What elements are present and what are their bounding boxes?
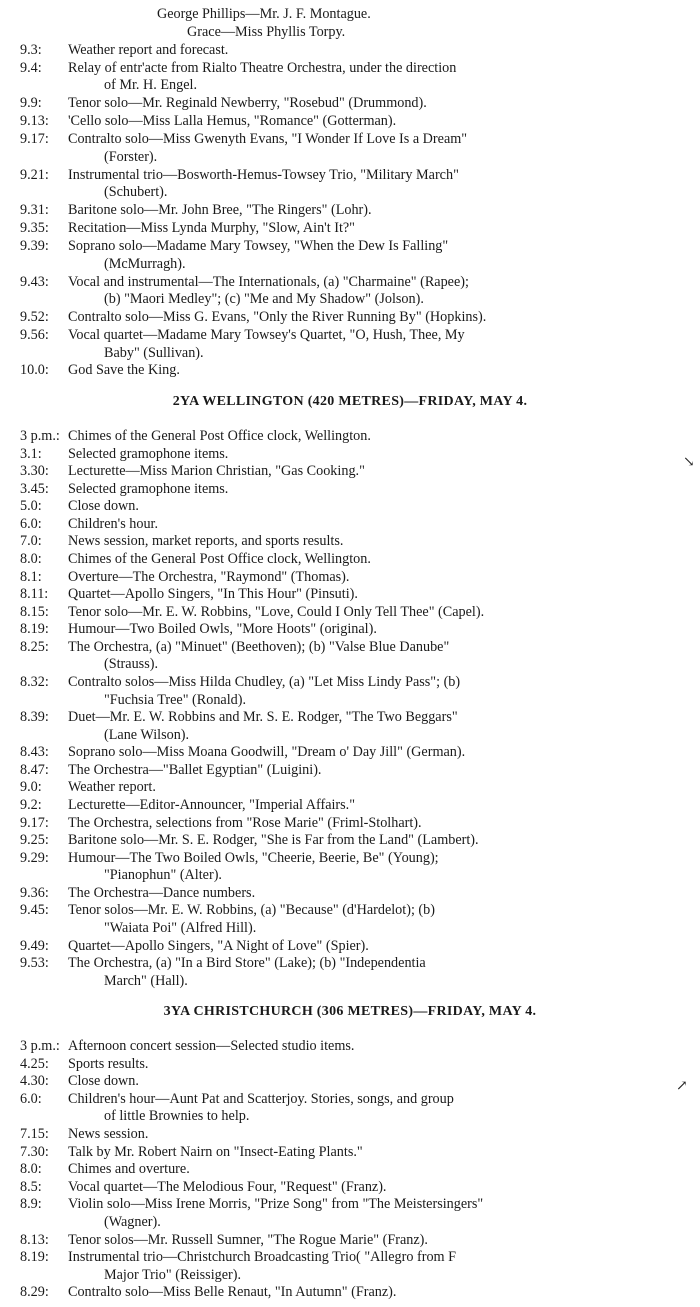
entry: News session, market reports, and sports results. bbox=[68, 533, 344, 549]
entry: Baritone solo—Mr. S. E. Rodger, "She is Far from the Land" (Lambert). bbox=[68, 832, 479, 848]
time: 9.17: bbox=[20, 131, 49, 147]
entry: Tenor solos—Mr. Russell Sumner, "The Rogue Marie" (Franz). bbox=[68, 1232, 428, 1248]
time: 9.21: bbox=[20, 167, 49, 183]
entry-cont: of Mr. H. Engel. bbox=[104, 77, 197, 93]
entry: The Orchestra—Dance numbers. bbox=[68, 885, 256, 901]
time: 5.0: bbox=[20, 498, 42, 514]
entry-cont: (Schubert). bbox=[104, 184, 168, 200]
entry: Sports results. bbox=[68, 1056, 149, 1072]
cast-line: George Phillips—Mr. J. F. Montague. bbox=[157, 6, 371, 22]
entry: Chimes of the General Post Office clock, Wellington. bbox=[68, 428, 371, 444]
entry: Baritone solo—Mr. John Bree, "The Ringers" (Lohr). bbox=[68, 202, 372, 218]
entry: Violin solo—Miss Irene Morris, "Prize Song" from "The Meistersingers" bbox=[68, 1196, 484, 1212]
entry-cont: Baby" (Sullivan). bbox=[104, 345, 204, 361]
entry: Contralto solo—Miss G. Evans, "Only the River Running By" (Hopkins). bbox=[68, 309, 487, 325]
entry: The Orchestra, (a) "Minuet" (Beethoven); (b) "Valse Blue Danube" bbox=[68, 639, 450, 655]
time: 9.3: bbox=[20, 42, 42, 58]
time: 10.0: bbox=[20, 362, 49, 378]
entry: Tenor solo—Mr. Reginald Newberry, "Rosebud" (Drummond). bbox=[68, 95, 427, 111]
entry-cont: (b) "Maori Medley"; (c) "Me and My Shadow" (Jolson). bbox=[104, 291, 424, 307]
time: 9.53: bbox=[20, 955, 49, 971]
time: 3 p.m.: bbox=[20, 428, 60, 444]
entry: Instrumental trio—Christchurch Broadcasting Trio( "Allegro from F bbox=[68, 1249, 457, 1265]
time: 3 p.m.: bbox=[20, 1038, 60, 1054]
entry: Lecturette—Miss Marion Christian, "Gas Cooking." bbox=[68, 463, 365, 479]
time: 8.15: bbox=[20, 604, 49, 620]
entry: Relay of entr'acte from Rialto Theatre Orchestra, under the direction bbox=[68, 60, 457, 76]
entry: Contralto solo—Miss Belle Renaut, "In Autumn" (Franz). bbox=[68, 1284, 397, 1300]
time: 7.30: bbox=[20, 1144, 49, 1160]
entry: Close down. bbox=[68, 1073, 139, 1089]
station-heading-2ya: 2YA WELLINGTON (420 METRES)—FRIDAY, MAY 4. bbox=[172, 394, 528, 409]
entry: Instrumental trio—Bosworth-Hemus-Towsey Trio, "Military March" bbox=[68, 167, 459, 183]
entry-cont: (McMurragh). bbox=[104, 256, 186, 272]
time: 9.13: bbox=[20, 113, 49, 129]
time: 8.47: bbox=[20, 762, 49, 778]
entry: Contralto solo—Miss Gwenyth Evans, "I Wonder If Love Is a Dream" bbox=[68, 131, 468, 147]
time: 9.52: bbox=[20, 309, 49, 325]
entry: Soprano solo—Madame Mary Towsey, "When the Dew Is Falling" bbox=[68, 238, 449, 254]
time: 7.0: bbox=[20, 533, 42, 549]
time: 8.11: bbox=[20, 586, 49, 602]
entry: Chimes of the General Post Office clock, Wellington. bbox=[68, 551, 371, 567]
entry: God Save the King. bbox=[68, 362, 180, 378]
entry: Overture—The Orchestra, "Raymond" (Thomas). bbox=[68, 569, 350, 585]
time: 9.39: bbox=[20, 238, 49, 254]
time: 8.0: bbox=[20, 551, 42, 567]
entry: Chimes and overture. bbox=[68, 1161, 190, 1177]
cast-line: Grace—Miss Phyllis Torpy. bbox=[187, 24, 346, 40]
entry: Afternoon concert session—Selected studio items. bbox=[68, 1038, 355, 1054]
entry: Recitation—Miss Lynda Murphy, "Slow, Ain't It?" bbox=[68, 220, 355, 236]
time: 8.1: bbox=[20, 569, 42, 585]
entry: Tenor solo—Mr. E. W. Robbins, "Love, Could I Only Tell Thee" (Capel). bbox=[68, 604, 485, 620]
entry: Vocal and instrumental—The Internationals, (a) "Charmaine" (Rapee); bbox=[68, 274, 469, 290]
time: 9.31: bbox=[20, 202, 49, 218]
time: 9.4: bbox=[20, 60, 42, 76]
entry: Tenor solos—Mr. E. W. Robbins, (a) "Because" (d'Hardelot); (b) bbox=[68, 902, 435, 918]
entry: Vocal quartet—The Melodious Four, "Request" (Franz). bbox=[68, 1179, 387, 1195]
entry: Soprano solo—Miss Moana Goodwill, "Dream o' Day Jill" (German). bbox=[68, 744, 466, 760]
entry: Weather report and forecast. bbox=[68, 42, 229, 58]
entry: Weather report. bbox=[68, 779, 156, 795]
entry: Quartet—Apollo Singers, "In This Hour" (Pinsuti). bbox=[68, 586, 358, 602]
entry: Humour—The Two Boiled Owls, "Cheerie, Beerie, Be" (Young); bbox=[68, 850, 439, 866]
time: 3.45: bbox=[20, 481, 49, 497]
time: 8.9: bbox=[20, 1196, 42, 1212]
entry-cont: (Strauss). bbox=[104, 656, 158, 672]
time: 9.25: bbox=[20, 832, 49, 848]
time: 8.0: bbox=[20, 1161, 42, 1177]
time: 8.5: bbox=[20, 1179, 42, 1195]
time: 3.30: bbox=[20, 463, 49, 479]
ink-mark: ↘ bbox=[683, 455, 695, 470]
time: 9.36: bbox=[20, 885, 49, 901]
time: 8.32: bbox=[20, 674, 49, 690]
time: 4.30: bbox=[20, 1073, 49, 1089]
entry: Duet—Mr. E. W. Robbins and Mr. S. E. Rodger, "The Two Beggars" bbox=[68, 709, 458, 725]
time: 9.35: bbox=[20, 220, 49, 236]
station-heading-3ya: 3YA CHRISTCHURCH (306 METRES)—FRIDAY, MAY 4. bbox=[163, 1004, 537, 1019]
time: 6.0: bbox=[20, 516, 42, 532]
time: 9.0: bbox=[20, 779, 42, 795]
entry: News session. bbox=[68, 1126, 149, 1142]
entry: Children's hour. bbox=[68, 516, 159, 532]
entry: Close down. bbox=[68, 498, 139, 514]
entry-cont: "Fuchsia Tree" (Ronald). bbox=[104, 692, 247, 708]
time: 9.29: bbox=[20, 850, 49, 866]
time: 9.9: bbox=[20, 95, 42, 111]
entry: Selected gramophone items. bbox=[68, 481, 229, 497]
time: 3.1: bbox=[20, 446, 42, 462]
entry: Selected gramophone items. bbox=[68, 446, 229, 462]
time: 9.49: bbox=[20, 938, 49, 954]
time: 8.39: bbox=[20, 709, 49, 725]
entry: 'Cello solo—Miss Lalla Hemus, "Romance" (Gotterman). bbox=[68, 113, 397, 129]
entry-cont: March" (Hall). bbox=[104, 973, 188, 989]
entry-cont: (Lane Wilson). bbox=[104, 727, 190, 743]
entry-cont: "Waiata Poi" (Alfred Hill). bbox=[104, 920, 257, 936]
entry-cont: (Forster). bbox=[104, 149, 158, 165]
entry: Talk by Mr. Robert Nairn on "Insect-Eating Plants." bbox=[68, 1144, 363, 1160]
time: 4.25: bbox=[20, 1056, 49, 1072]
entry: The Orchestra, selections from "Rose Marie" (Friml-Stolhart). bbox=[68, 815, 422, 831]
time: 8.19: bbox=[20, 621, 49, 637]
ink-mark: ↗ bbox=[676, 1079, 688, 1094]
time: 8.25: bbox=[20, 639, 49, 655]
time: 9.43: bbox=[20, 274, 49, 290]
time: 9.56: bbox=[20, 327, 49, 343]
time: 9.2: bbox=[20, 797, 42, 813]
entry: The Orchestra, (a) "In a Bird Store" (Lake); (b) "Independentia bbox=[68, 955, 426, 971]
entry: The Orchestra—"Ballet Egyptian" (Luigini). bbox=[68, 762, 322, 778]
entry-cont: of little Brownies to help. bbox=[104, 1108, 250, 1124]
entry: Quartet—Apollo Singers, "A Night of Love" (Spier). bbox=[68, 938, 369, 954]
time: 7.15: bbox=[20, 1126, 49, 1142]
entry: Lecturette—Editor-Announcer, "Imperial Affairs." bbox=[68, 797, 356, 813]
entry: Vocal quartet—Madame Mary Towsey's Quartet, "O, Hush, Thee, My bbox=[68, 327, 465, 343]
entry: Children's hour—Aunt Pat and Scatterjoy. Stories, songs, and group bbox=[68, 1091, 454, 1107]
time: 8.43: bbox=[20, 744, 49, 760]
entry-cont: "Pianophun" (Alter). bbox=[104, 867, 222, 883]
time: 6.0: bbox=[20, 1091, 42, 1107]
entry-cont: (Wagner). bbox=[104, 1214, 161, 1230]
time: 8.13: bbox=[20, 1232, 49, 1248]
entry: Humour—Two Boiled Owls, "More Hoots" (original). bbox=[68, 621, 377, 637]
time: 9.45: bbox=[20, 902, 49, 918]
time: 8.19: bbox=[20, 1249, 49, 1265]
entry-cont: Major Trio" (Reissiger). bbox=[104, 1267, 242, 1283]
time: 8.29: bbox=[20, 1284, 49, 1300]
time: 9.17: bbox=[20, 815, 49, 831]
entry: Contralto solos—Miss Hilda Chudley, (a) "Let Miss Lindy Pass"; (b) bbox=[68, 674, 461, 690]
